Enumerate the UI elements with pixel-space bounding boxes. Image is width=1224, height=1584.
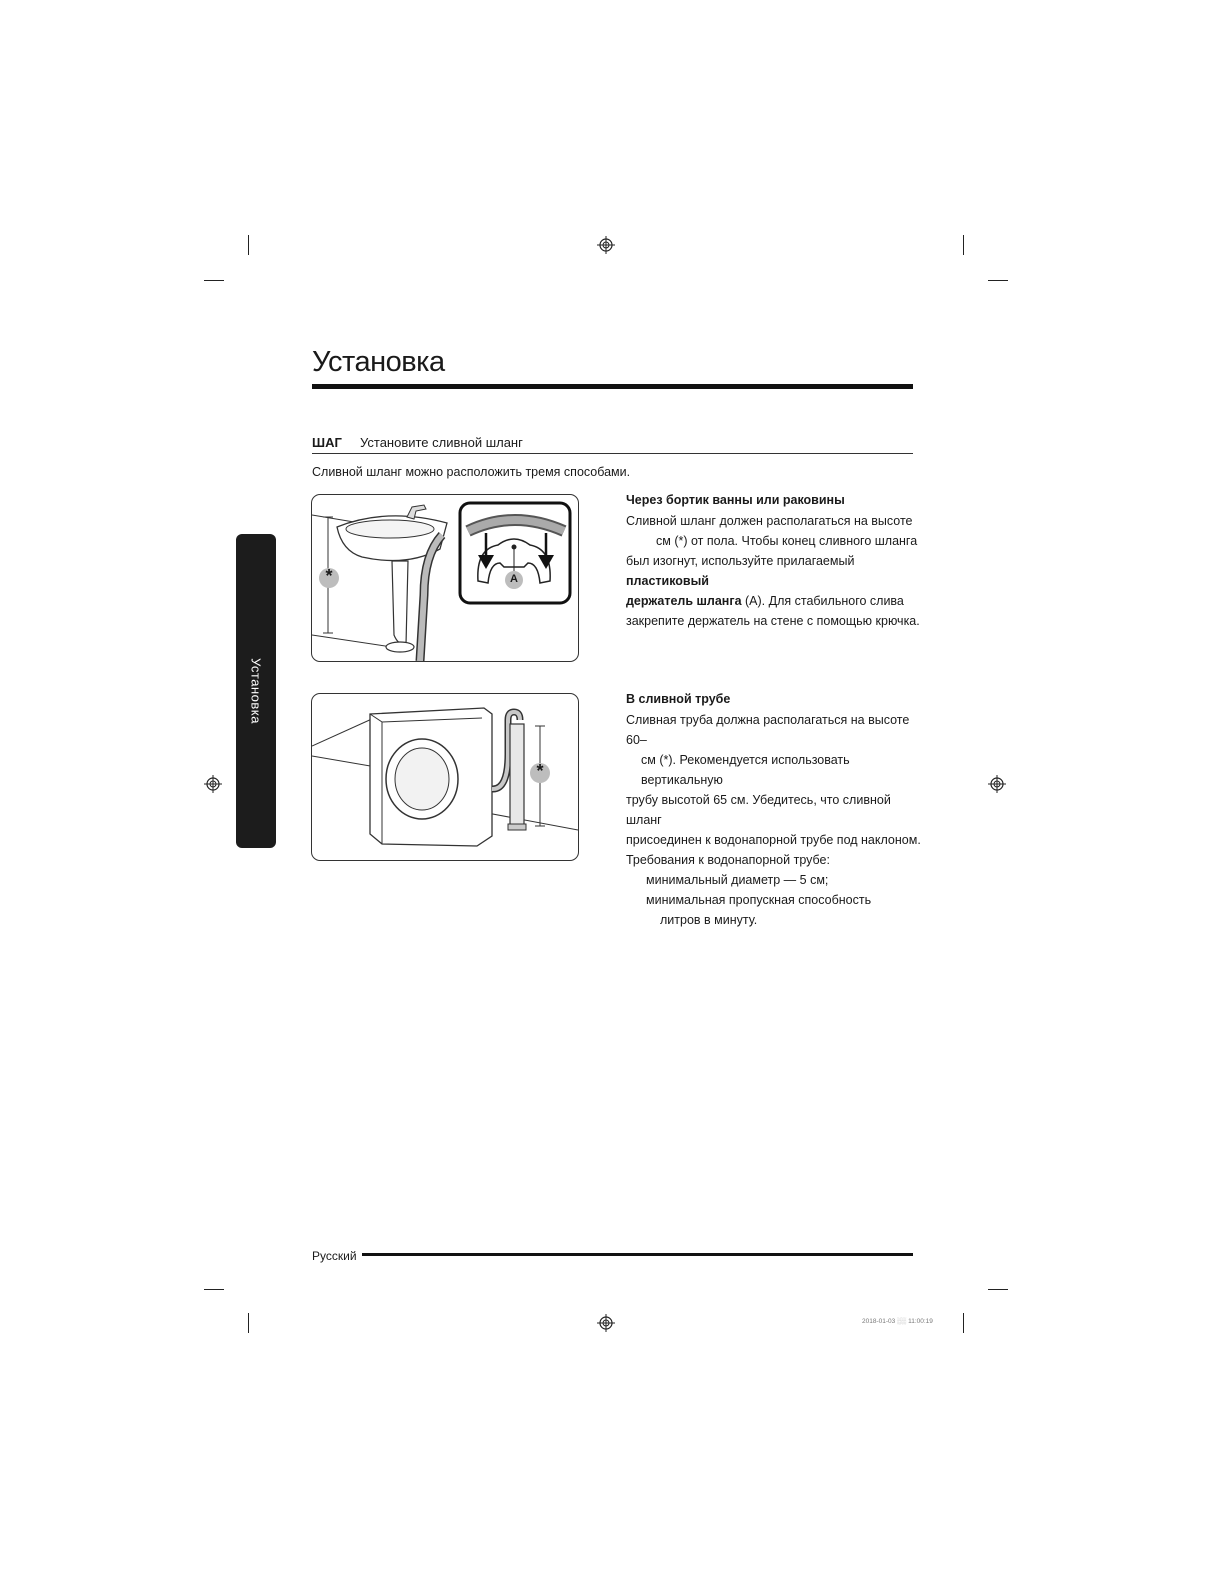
text-line: Сливной шланг должен располагаться на высоте <box>626 514 913 528</box>
callout-label-a: A <box>510 573 518 585</box>
step-heading <box>312 435 523 450</box>
crop-mark <box>248 1313 249 1333</box>
intro-text: Сливной шланг можно расположить тремя способами. <box>312 465 631 479</box>
text-line <box>626 551 926 591</box>
text-bold: держатель шланга <box>626 594 742 608</box>
height-star-label: * <box>325 566 333 586</box>
text-line: минимальная пропускная способность <box>646 893 872 907</box>
text-line: см (*) от пола. Чтобы конец сливного шланга <box>656 534 918 548</box>
side-tab <box>236 534 276 848</box>
figure-sink <box>311 494 579 662</box>
crop-mark <box>988 1289 1008 1290</box>
crop-mark <box>963 1313 964 1333</box>
text-line: закрепите держатель на стене с помощью крючка. <box>626 614 920 628</box>
registration-mark-icon <box>988 775 1006 793</box>
text-line: Сливная труба должна располагаться на высоте 60– <box>626 713 910 747</box>
text-line: трубу высотой 65 см. Убедитесь, что сливной шланг <box>626 793 891 827</box>
footer-rule <box>362 1253 913 1256</box>
text-line <box>626 591 926 611</box>
section-body <box>626 710 926 930</box>
crop-mark <box>204 1289 224 1290</box>
side-tab-label: Установка <box>248 658 264 724</box>
registration-mark-icon <box>597 1314 615 1332</box>
section-heading: Через бортик ванны или раковины <box>626 493 845 507</box>
section-drain-pipe <box>626 692 926 930</box>
registration-mark-icon <box>597 236 615 254</box>
text-fragment: (A). Для стабильного слива <box>745 594 904 608</box>
text-line: литров в минуту. <box>660 913 758 927</box>
section-sink <box>626 493 926 631</box>
text-fragment: был изогнут, используйте прилагаемый <box>626 554 855 568</box>
text-line: минимальный диаметр — 5 см; <box>646 873 829 887</box>
section-body <box>626 511 926 631</box>
print-stamp: 2018-01-03 ░░ 11:00:19 <box>862 1318 933 1325</box>
crop-mark <box>248 235 249 255</box>
crop-mark <box>963 235 964 255</box>
text-line: присоединен к водонапорной трубе под наклоном. <box>626 833 921 847</box>
step-rule <box>312 453 913 454</box>
section-heading: В сливной трубе <box>626 692 731 706</box>
footer-language: Русский <box>312 1249 357 1263</box>
text-bold: пластиковый <box>626 574 709 588</box>
step-label: ШАГ <box>312 435 342 450</box>
step-title: Установите сливной шланг <box>360 435 523 450</box>
registration-mark-icon <box>204 775 222 793</box>
text-line: Требования к водонапорной трубе: <box>626 853 830 867</box>
hose-holder-inset <box>458 501 572 605</box>
page-title: Установка <box>312 346 445 378</box>
text-line: см (*). Рекомендуется использовать вертикальную <box>641 753 850 787</box>
title-rule <box>312 384 913 389</box>
figure-drain-pipe <box>311 693 579 861</box>
crop-mark <box>988 280 1008 281</box>
height-star-label: * <box>536 761 544 781</box>
crop-mark <box>204 280 224 281</box>
